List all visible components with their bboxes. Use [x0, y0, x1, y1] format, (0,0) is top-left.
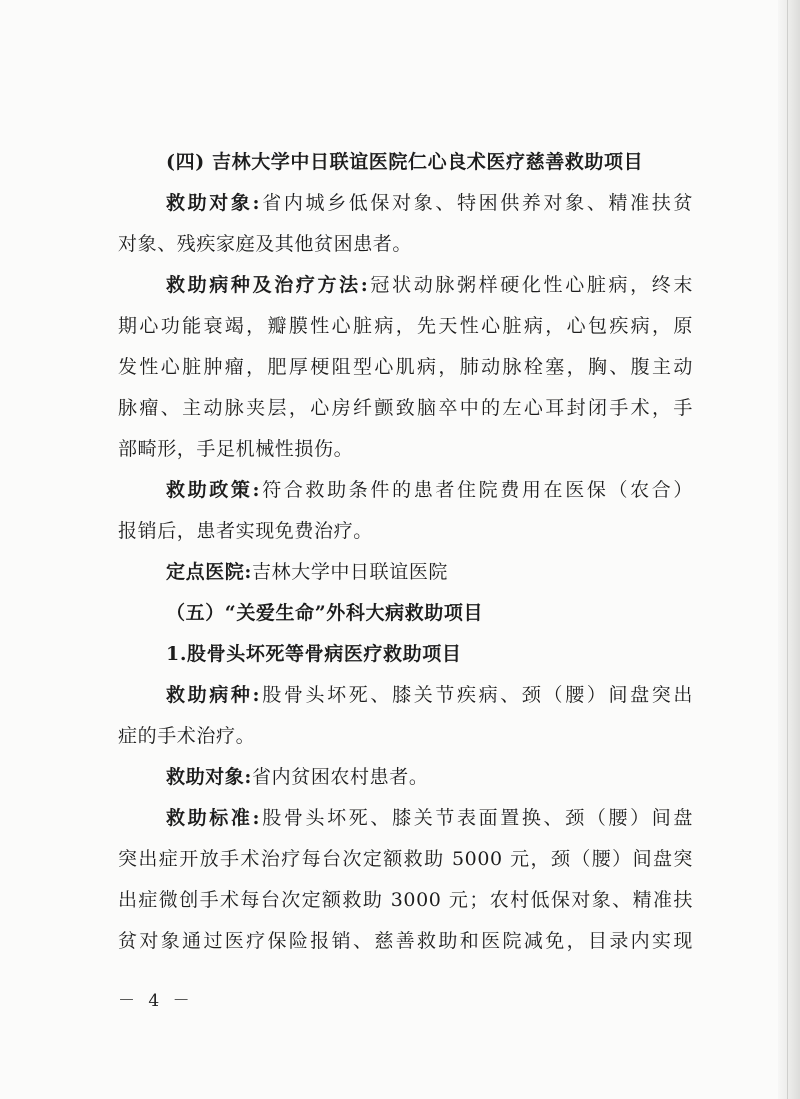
section-4-disease-text-1: 冠状动脉粥样硬化性心脏病，终末	[368, 274, 693, 296]
page-edge-shadow	[778, 0, 800, 1099]
page-number: － 4 －	[118, 991, 194, 1011]
section-4-disease-line-4: 脉瘤、主动脉夹层，心房纤颤致脑卒中的左心耳封闭手术，手	[118, 397, 693, 419]
section-4-heading: (四) 吉林大学中日联谊医院仁心良术医疗慈善救助项目	[166, 151, 644, 173]
section-5-standard-line-4: 贫对象通过医疗保险报销、慈善救助和医院减免，目录内实现	[118, 930, 693, 952]
section-4-target-line-1	[166, 191, 693, 215]
section-5-standard-text-1: 股骨头坏死、膝关节表面置换、颈（腰）间盘	[260, 807, 693, 829]
section-5-standard-line-1	[166, 806, 693, 830]
section-5-disease-text-1: 股骨头坏死、膝关节疾病、颈（腰）间盘突出	[260, 684, 693, 706]
section-5-target-line	[166, 765, 428, 789]
section-5-standard-label: 救助标准:	[166, 807, 261, 829]
section-5-heading: （五）“关爱生命”外科大病救助项目	[166, 602, 484, 624]
section-4-policy-line-1	[166, 478, 693, 502]
section-4-disease-line-1	[166, 273, 693, 297]
section-5-disease-label: 救助病种:	[166, 684, 261, 706]
section-4-policy-text-1: 符合救助条件的患者住院费用在医保（农合）	[260, 479, 693, 501]
section-4-disease-line-3: 发性心脏肿瘤，肥厚梗阻型心肌病，肺动脉栓塞，胸、腹主动	[118, 356, 693, 378]
section-5-standard-line-3: 出症微创手术每台次定额救助 3000 元；农村低保对象、精准扶	[118, 889, 693, 911]
section-4-policy-line-2: 报销后，患者实现免费治疗。	[118, 520, 373, 542]
section-4-policy-label: 救助政策:	[166, 479, 261, 501]
section-4-hospital-label: 定点医院:	[166, 561, 253, 583]
section-4-hospital-line	[166, 560, 448, 584]
page-edge-line	[787, 0, 788, 1099]
section-4-target-line-2: 对象、残疾家庭及其他贫困患者。	[118, 233, 413, 255]
section-4-disease-line-2: 期心功能衰竭，瓣膜性心脏病，先天性心脏病，心包疾病，原	[118, 315, 693, 337]
section-4-target-text-1: 省内城乡低保对象、特困供养对象、精准扶贫	[260, 192, 693, 214]
section-5-target-label: 救助对象:	[166, 766, 253, 788]
section-4-target-label: 救助对象:	[166, 192, 261, 214]
section-5-disease-line-1	[166, 683, 693, 707]
section-4-disease-label: 救助病种及治疗方法:	[166, 274, 369, 296]
section-5-standard-line-2: 突出症开放手术治疗每台次定额救助 5000 元，颈（腰）间盘突	[118, 848, 693, 870]
section-5-disease-line-2: 症的手术治疗。	[118, 725, 256, 747]
section-4-hospital-text: 吉林大学中日联谊医院	[252, 561, 449, 583]
section-5-sub1-heading: 1.股骨头坏死等骨病医疗救助项目	[166, 643, 462, 665]
section-4-disease-line-5: 部畸形，手足机械性损伤。	[118, 438, 354, 460]
section-5-target-text: 省内贫困农村患者。	[252, 766, 429, 788]
